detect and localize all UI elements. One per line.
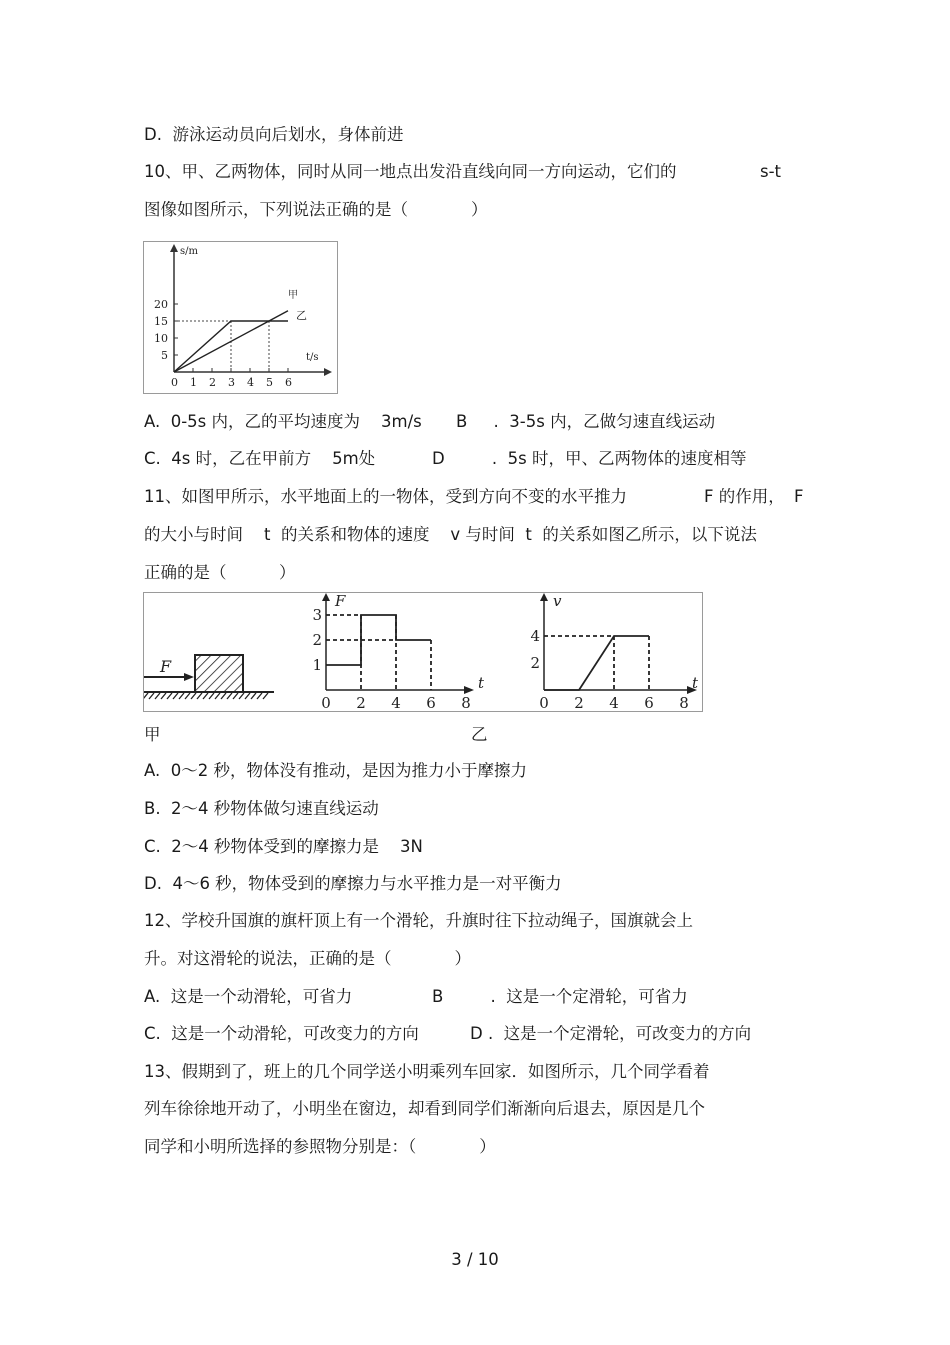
ground-hatch-mark <box>179 693 184 699</box>
st-xlabel: t/s <box>306 352 319 363</box>
q10-option-a: A. 0-5s 内，乙的平均速度为 3m/s <box>144 412 422 431</box>
st-xtick-label: 0 <box>171 376 178 389</box>
st-xtick-label: 3 <box>228 376 235 389</box>
q10-option-c: C. 4s 时，乙在甲前方 5m处 <box>144 449 376 468</box>
st-ylabel: s/m <box>180 246 198 257</box>
force-label: F <box>160 657 172 676</box>
ground-hatch-mark <box>167 693 172 699</box>
f-t-graph <box>312 593 485 711</box>
ground-hatch-mark <box>227 693 232 699</box>
page-number: 3 / 10 <box>451 1250 499 1269</box>
block-diagram <box>144 655 274 699</box>
q11-stem-f1: F 的作用， <box>704 487 785 506</box>
q10-option-d: D . 5s 时，甲、乙两物体的速度相等 <box>432 449 747 468</box>
force-figure <box>143 592 703 712</box>
st-ytick-label: 5 <box>161 349 168 362</box>
vt-xtick-label: 0 <box>539 694 549 711</box>
vt-xtick-label: 4 <box>609 694 619 711</box>
ground-hatch-mark <box>245 693 250 699</box>
q12-option-a: A. 这是一个动滑轮，可省力 <box>144 987 353 1006</box>
st-xtick-label: 1 <box>190 376 197 389</box>
ground-hatch-mark <box>209 693 214 699</box>
q10-stem-line2: 图像如图所示，下列说法正确的是（ ） <box>144 200 488 219</box>
ft-xtick-label: 6 <box>426 694 436 711</box>
q10-stem-st: s-t <box>760 162 782 181</box>
ground-hatch-mark <box>251 693 256 699</box>
ft-xtick-label: 2 <box>356 694 366 711</box>
q11-stem-line3: 正确的是（ ） <box>144 563 296 582</box>
v-t-graph <box>530 593 699 711</box>
q12-stem-line1: 12、学校升国旗的旗杆顶上有一个滑轮，升旗时往下拉动绳子，国旗就会上 <box>144 911 693 930</box>
ft-ytick-label: 1 <box>312 656 322 674</box>
st-graph-figure <box>143 241 338 394</box>
ground-hatch-mark <box>215 693 220 699</box>
st-xtick-label: 6 <box>285 376 292 389</box>
ground-hatch-mark <box>144 693 148 699</box>
ft-ytick-label: 3 <box>312 606 322 624</box>
ft-xtick-label: 0 <box>321 694 331 711</box>
vt-xlabel: t <box>692 674 699 692</box>
q9-option-d: D. 游泳运动员向后划水，身体前进 <box>144 125 404 144</box>
st-ytick-label: 15 <box>154 315 168 328</box>
q10-stem-line1: 10、甲、乙两物体，同时从同一地点出发沿直线向同一方向运动，它们的 <box>144 162 677 181</box>
st-graph <box>144 242 337 393</box>
ground-hatch-mark <box>185 693 190 699</box>
q11-stem-line1: 11、如图甲所示，水平地面上的一物体，受到方向不变的水平推力 <box>144 487 627 506</box>
st-xtick-label: 2 <box>209 376 216 389</box>
q11-stem-line2: 的大小与时间 t 的关系和物体的速度 v 与时间 t 的关系如图乙所示，以下说法 <box>144 525 757 544</box>
ft-xtick-label: 8 <box>461 694 471 711</box>
ground-hatch-mark <box>173 693 178 699</box>
vt-xtick-label: 2 <box>574 694 584 711</box>
caption-jia: 甲 <box>144 725 161 744</box>
q10-option-b: B . 3-5s 内，乙做匀速直线运动 <box>456 412 716 431</box>
st-label-jia: 甲 <box>288 290 298 301</box>
ground-hatch-mark <box>239 693 244 699</box>
q13-stem-line1: 13、假期到了，班上的几个同学送小明乘列车回家．如图所示，几个同学看着 <box>144 1062 710 1081</box>
ground-hatch-mark <box>257 693 262 699</box>
ground-hatch-mark <box>233 693 238 699</box>
ground-hatch-mark <box>191 693 196 699</box>
ft-ylabel: F <box>335 593 346 610</box>
q12-option-b: B . 这是一个定滑轮，可省力 <box>432 987 688 1006</box>
caption-yi: 乙 <box>471 725 488 744</box>
ft-xlabel: t <box>478 674 485 692</box>
st-label-yi: 乙 <box>296 309 307 322</box>
q11-option-b: B. 2～4 秒物体做匀速直线运动 <box>144 799 379 818</box>
vt-ytick-label: 4 <box>530 627 540 645</box>
ground-hatch-mark <box>197 693 202 699</box>
q11-option-c: C. 2～4 秒物体受到的摩擦力是 3N <box>144 837 423 856</box>
ground-hatch-mark <box>221 693 226 699</box>
block <box>195 655 243 692</box>
ft-xtick-label: 4 <box>391 694 401 711</box>
force-diagram <box>144 593 702 711</box>
q11-option-d: D. 4～6 秒，物体受到的摩擦力与水平推力是一对平衡力 <box>144 874 562 893</box>
q13-stem-line2: 列车徐徐地开动了，小明坐在窗边，却看到同学们渐渐向后退去，原因是几个 <box>144 1099 705 1118</box>
ground-hatch-mark <box>149 693 154 699</box>
st-xtick-label: 4 <box>247 376 254 389</box>
q11-stem-f2: F <box>794 487 804 506</box>
vt-series-line <box>544 636 649 690</box>
ground-hatch-mark <box>155 693 160 699</box>
st-ytick-label: 10 <box>154 332 168 345</box>
st-ytick-label: 20 <box>154 298 168 311</box>
ground-hatch-mark <box>263 693 268 699</box>
q12-stem-line2: 升。对这滑轮的说法，正确的是（ ） <box>144 949 471 968</box>
vt-ytick-label: 2 <box>530 654 540 672</box>
q13-stem-line3: 同学和小明所选择的参照物分别是：（ ） <box>144 1137 496 1156</box>
q12-option-c: C. 这是一个动滑轮，可改变力的方向 <box>144 1024 419 1043</box>
vt-ylabel: v <box>553 593 562 610</box>
vt-xtick-label: 8 <box>679 694 689 711</box>
ft-ytick-label: 2 <box>312 631 322 649</box>
q11-option-a: A. 0～2 秒，物体没有推动，是因为推力小于摩擦力 <box>144 761 527 780</box>
q12-option-d: D . 这是一个定滑轮，可改变力的方向 <box>470 1024 752 1043</box>
ground-hatch-mark <box>203 693 208 699</box>
vt-xtick-label: 6 <box>644 694 654 711</box>
st-xtick-label: 5 <box>266 376 273 389</box>
ground-hatch-mark <box>161 693 166 699</box>
